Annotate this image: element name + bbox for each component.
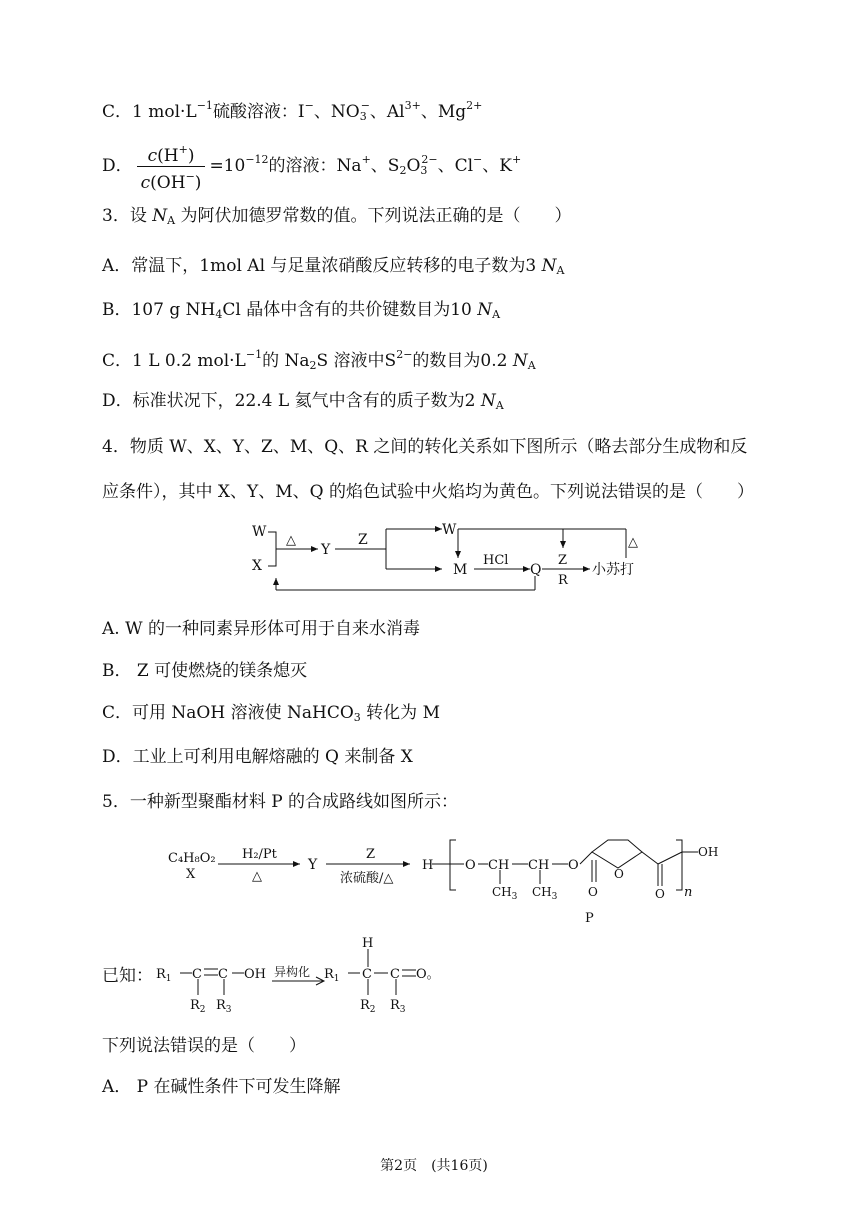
scheme-step2-top: Z [366, 847, 376, 862]
q4-option-c: C．可用 NaOH 溶液使 NaHCO$_3$ 转化为 M [102, 703, 440, 724]
svg-text:R1: $R_1$ [324, 967, 340, 984]
svg-text:O: O [568, 858, 579, 873]
q4-stem-line1: 4．物质 W、X、Y、Z、M、Q、R 之间的转化关系如下图所示（略去部分生成物和反 [102, 437, 748, 457]
q4-option-a: A. W 的一种同素异形体可用于自来水消毒 [102, 619, 420, 639]
svg-text:O: O [614, 867, 624, 881]
q4-option-b: B． Z 可使燃烧的镁条熄灭 [102, 661, 308, 681]
concentration-ratio: $\frac{c(H^+)}{c(OH^-)}$ [137, 140, 206, 193]
scheme-y: Y [308, 857, 318, 873]
diagram-product: 小苏打 [592, 562, 634, 578]
svg-text:OH: OH [698, 845, 719, 859]
diagram-heat-1: △ [286, 533, 296, 548]
scheme-x-label: X [186, 867, 196, 882]
q5-known-label: 已知： [102, 966, 153, 986]
q2-option-c: C．1 $mol\cdot L^{-1}$硫酸溶液：I−、$NO_3^-$、$Al^{3+}$、$Mg^{2+}$ [102, 99, 483, 123]
scheme-reactant: C₄H₈O₂ [168, 851, 216, 866]
scheme-p-label: P [585, 911, 594, 926]
svg-text:H: H [362, 936, 374, 951]
svg-text:R3: $R_3$ [390, 998, 406, 1015]
diagram-z2: Z [558, 553, 568, 568]
svg-text:H: H [422, 858, 434, 873]
q3-option-a: A．常温下，1mol Al 与足量浓硝酸反应转移的电子数为3 $N_A$ [102, 256, 565, 277]
scheme-n: n [684, 885, 693, 900]
q5-option-a: A． P 在碱性条件下可发生降解 [102, 1077, 341, 1097]
q3-stem: 3．设 $N_A$ 为阿伏加德罗常数的值。下列说法正确的是（ ） [102, 206, 572, 227]
svg-text:O: O [465, 858, 476, 873]
conversion-diagram [240, 518, 660, 598]
isomerization-label: 异构化 [274, 965, 311, 979]
svg-text:O。: O。 [416, 967, 440, 982]
q5-stem: 5．一种新型聚酯材料 P 的合成路线如图所示： [102, 792, 459, 812]
svg-text:R2: $R_2$ [190, 998, 206, 1015]
diagram-w: W [252, 524, 267, 540]
svg-text:C: C [362, 967, 372, 982]
diagram-q: Q [530, 562, 542, 578]
q3-option-b: B．107 g $NH_4Cl$ 晶体中含有的共价键数目为10 $N_A$ [102, 300, 501, 321]
q3-option-d: D．标准状况下，22.4 L 氦气中含有的质子数为2 $N_A$ [102, 391, 504, 412]
page-footer: 第2页 (共16页) [380, 1158, 488, 1174]
svg-text:CH: CH [488, 858, 510, 873]
diagram-m: M [453, 562, 468, 578]
svg-text:CH3: $CH_3$ [532, 885, 558, 902]
svg-text:R1: $R_1$ [156, 967, 172, 984]
q3-option-c: C．1 L 0.2 $mol\cdot L^{-1}$的 $Na_2S$ 溶液中$S^{2-}$的数目为0.2 $N_A$ [102, 348, 536, 372]
svg-text:C: C [390, 967, 400, 982]
scheme-step1-bottom: △ [252, 869, 262, 884]
svg-text:R3: $R_3$ [216, 998, 232, 1015]
known-isomerization [152, 935, 452, 1025]
diagram-w2: W [442, 522, 457, 538]
q2-option-d: D． $\frac{c(H^+)}{c(OH^-)}$ $=10^{-12}$的溶液：Na+、$S_2O_3^{2-}$、Cl−、K+ [102, 137, 521, 183]
svg-text:OH: OH [244, 967, 266, 982]
svg-text:CH: CH [528, 858, 550, 873]
svg-text:R2: $R_2$ [360, 998, 376, 1015]
diagram-y: Y [321, 542, 331, 558]
synthesis-scheme [160, 830, 730, 930]
svg-text:C: C [218, 967, 228, 982]
svg-text:O: O [655, 887, 665, 901]
svg-text:O: O [588, 885, 598, 899]
q5-question: 下列说法错误的是（ ） [102, 1036, 306, 1056]
diagram-hcl: HCl [483, 553, 509, 568]
q4-option-d: D．工业上可利用电解熔融的 Q 来制备 X [102, 747, 413, 767]
q4-stem-line2: 应条件），其中 X、Y、M、Q 的焰色试验中火焰均为黄色。下列说法错误的是（ ） [102, 482, 754, 502]
diagram-z: Z [358, 532, 368, 548]
scheme-step1-top: H₂/Pt [242, 847, 277, 862]
svg-text:C: C [192, 967, 202, 982]
diagram-x: X [252, 558, 262, 574]
svg-text:CH3: $CH_3$ [492, 885, 518, 902]
diagram-heat-2: △ [628, 535, 638, 550]
scheme-step2-bottom: 浓硫酸/△ [340, 871, 394, 886]
diagram-r: R [558, 573, 568, 588]
